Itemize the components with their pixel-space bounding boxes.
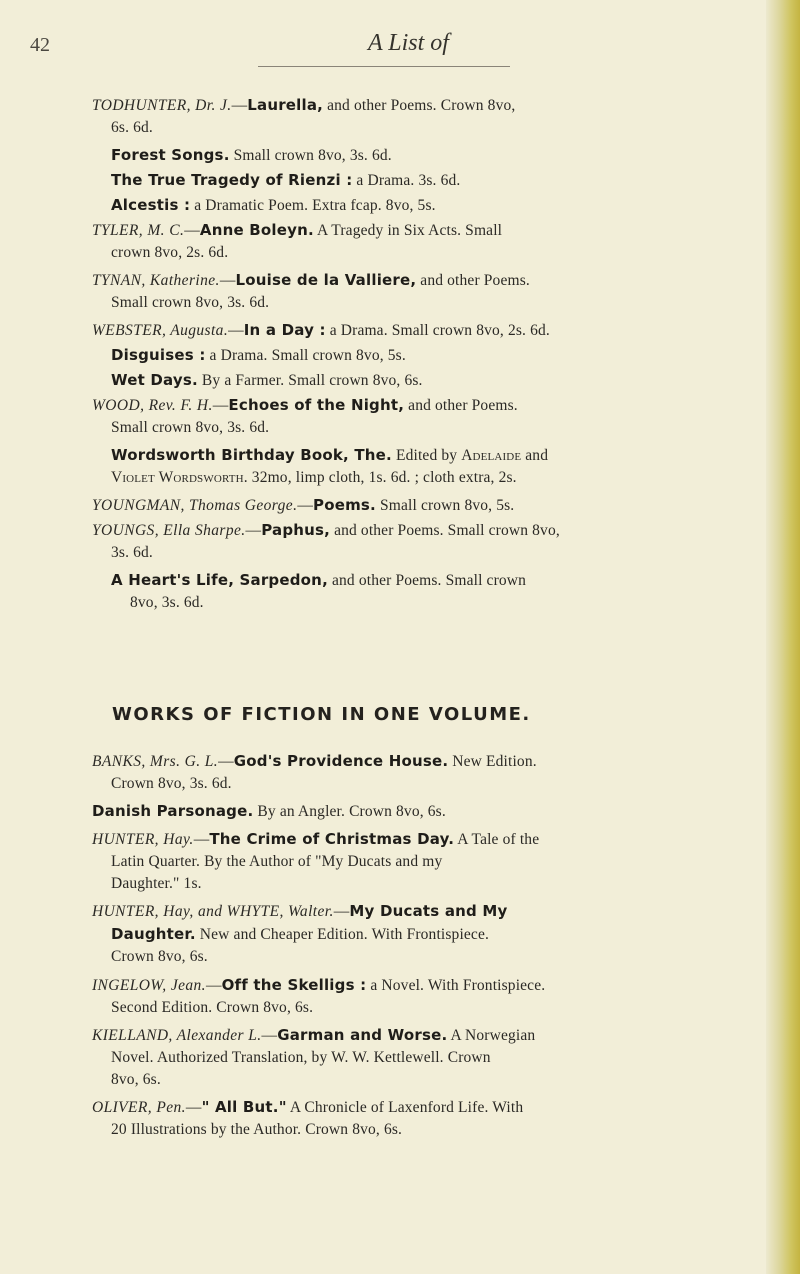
page-number: 42 xyxy=(30,34,50,56)
page-header xyxy=(0,30,770,70)
entry-title: The Crime of Christmas Day. xyxy=(209,830,455,848)
catalogue-entry: TYLER, M. C.—Anne Boleyn. A Tragedy in Six Acts. Small crown 8vo, 2s. 6d. xyxy=(92,219,782,264)
entry-title: Alcestis : xyxy=(111,196,191,214)
section-heading: WORKS OF FICTION IN ONE VOLUME. xyxy=(112,704,531,725)
entry-continuation: Daughter." 1s. xyxy=(111,875,202,892)
entry-continuation: Crown 8vo, 3s. 6d. xyxy=(111,775,232,792)
catalogue-entry: Danish Parsonage. By an Angler. Crown 8vo, 6s. xyxy=(92,802,446,820)
catalogue-entry: BANKS, Mrs. G. L.—God's Providence House. New Edition. Crown 8vo, 3s. 6d. xyxy=(92,750,782,795)
catalogue-entry: The True Tragedy of Rienzi : a Drama. 3s. 6d. xyxy=(111,171,461,189)
entry-continuation: Daughter. New and Cheaper Edition. With Frontispiece. xyxy=(111,925,490,943)
catalogue-entry: Forest Songs. Small crown 8vo, 3s. 6d. xyxy=(111,146,392,164)
entry-title: " All But." xyxy=(201,1098,287,1116)
entry-title: God's Providence House. xyxy=(233,752,449,770)
entry-title: In a Day : xyxy=(243,321,326,339)
entry-author: WOOD, Rev. F. H. xyxy=(92,397,213,414)
entry-continuation: Latin Quarter. By the Author of "My Ducats and my xyxy=(111,853,443,870)
catalogue-entry: TYNAN, Katherine.—Louise de la Valliere, and other Poems. Small crown 8vo, 3s. 6d. xyxy=(92,269,782,314)
entry-title: Laurella, xyxy=(247,96,324,114)
catalogue-entry: TODHUNTER, Dr. J.—Laurella, and other Poems. Crown 8vo, 6s. 6d. xyxy=(92,94,782,139)
entry-title: Disguises : xyxy=(111,346,206,364)
entry-continuation: Novel. Authorized Translation, by W. W. Kettlewell. Crown xyxy=(111,1049,491,1066)
catalogue-entry: Disguises : a Drama. Small crown 8vo, 5s. xyxy=(111,346,406,364)
catalogue-entry: HUNTER, Hay.—The Crime of Christmas Day. A Tale of the Latin Quarter. By the Author of "My Ducats and my Daughter." 1s. xyxy=(92,828,782,895)
entry-author: TYNAN, Katherine. xyxy=(92,272,220,289)
catalogue-entry: WEBSTER, Augusta.—In a Day : a Drama. Small crown 8vo, 2s. 6d. xyxy=(92,321,550,339)
entry-author: KIELLAND, Alexander L. xyxy=(92,1027,262,1044)
catalogue-entry: Alcestis : a Dramatic Poem. Extra fcap. 8vo, 5s. xyxy=(111,196,436,214)
entry-continuation: 8vo, 3s. 6d. xyxy=(130,594,204,611)
entry-title: Off the Skelligs : xyxy=(221,976,367,994)
entry-continuation: crown 8vo, 2s. 6d. xyxy=(111,244,229,261)
header-rule xyxy=(258,66,510,67)
entry-author: HUNTER, Hay, and WHYTE, Walter. xyxy=(92,903,334,920)
catalogue-entry: KIELLAND, Alexander L.—Garman and Worse. A Norwegian Novel. Authorized Translation, by W. W. Kettlewell. Crown 8vo, 6s. xyxy=(92,1024,782,1091)
entry-title: My Ducats and My xyxy=(349,902,508,920)
entry-continuation: 20 Illustrations by the Author. Crown 8vo, 6s. xyxy=(111,1121,403,1138)
catalogue-entry: Wordsworth Birthday Book, The. Edited by Adelaide and Violet Wordsworth. 32mo, limp cloth, 1s. 6d. ; cloth extra, 2s. xyxy=(111,444,800,489)
entry-author: OLIVER, Pen. xyxy=(92,1099,186,1116)
entry-title: Anne Boleyn. xyxy=(199,221,314,239)
catalogue-entry: WOOD, Rev. F. H.—Echoes of the Night, and other Poems. Small crown 8vo, 3s. 6d. xyxy=(92,394,782,439)
catalogue-entry: HUNTER, Hay, and WHYTE, Walter.—My Ducats and My Daughter. New and Cheaper Edition. With Frontispiece. Crown 8vo, 6s. xyxy=(92,900,782,968)
entry-title: Wordsworth Birthday Book, The. xyxy=(111,446,392,464)
entry-author: YOUNGMAN, Thomas George. xyxy=(92,497,298,514)
entry-author: HUNTER, Hay. xyxy=(92,831,194,848)
entry-title: Paphus, xyxy=(261,521,331,539)
entry-title: Poems. xyxy=(313,496,376,514)
catalogue-entry: INGELOW, Jean.—Off the Skelligs : a Novel. With Frontispiece. Second Edition. Crown 8vo, 6s. xyxy=(92,974,782,1019)
entry-author: TYLER, M. C. xyxy=(92,222,185,239)
entry-title: A Heart's Life, Sarpedon, xyxy=(111,571,328,589)
catalogue-entry: OLIVER, Pen.—" All But." A Chronicle of Laxenford Life. With 20 Illustrations by the Author. Crown 8vo, 6s. xyxy=(92,1096,782,1141)
entry-continuation: Second Edition. Crown 8vo, 6s. xyxy=(111,999,314,1016)
entry-author: BANKS, Mrs. G. L. xyxy=(92,753,219,770)
entry-continuation: 6s. 6d. xyxy=(111,119,153,136)
catalogue-entry: YOUNGS, Ella Sharpe.—Paphus, and other Poems. Small crown 8vo, 3s. 6d. xyxy=(92,519,782,564)
entry-title: Louise de la Valliere, xyxy=(235,271,417,289)
entry-continuation: 3s. 6d. xyxy=(111,544,153,561)
entry-title: Garman and Worse. xyxy=(277,1026,448,1044)
entry-title: Echoes of the Night, xyxy=(228,396,405,414)
entry-author: WEBSTER, Augusta. xyxy=(92,322,229,339)
entry-continuation: Small crown 8vo, 3s. 6d. xyxy=(111,294,270,311)
entry-author: TODHUNTER, Dr. J. xyxy=(92,97,232,114)
catalogue-entry: YOUNGMAN, Thomas George.—Poems. Small crown 8vo, 5s. xyxy=(92,496,515,514)
entry-author: YOUNGS, Ella Sharpe. xyxy=(92,522,246,539)
entry-continuation: Crown 8vo, 6s. xyxy=(111,948,208,965)
running-title: A List of xyxy=(368,30,449,56)
catalogue-entry: A Heart's Life, Sarpedon, and other Poems. Small crown 8vo, 3s. 6d. xyxy=(111,569,800,614)
entry-continuation: Violet Wordsworth. 32mo, limp cloth, 1s. 6d. ; cloth extra, 2s. xyxy=(111,469,517,486)
entry-author: INGELOW, Jean. xyxy=(92,977,206,994)
entry-title: Wet Days. xyxy=(111,371,198,389)
entry-continuation: Small crown 8vo, 3s. 6d. xyxy=(111,419,270,436)
catalogue-entry: Wet Days. By a Farmer. Small crown 8vo, 6s. xyxy=(111,371,423,389)
entry-title: Danish Parsonage. xyxy=(92,802,254,820)
entry-continuation: 8vo, 6s. xyxy=(111,1071,161,1088)
entry-title: The True Tragedy of Rienzi : xyxy=(111,171,353,189)
entry-title: Forest Songs. xyxy=(111,146,230,164)
